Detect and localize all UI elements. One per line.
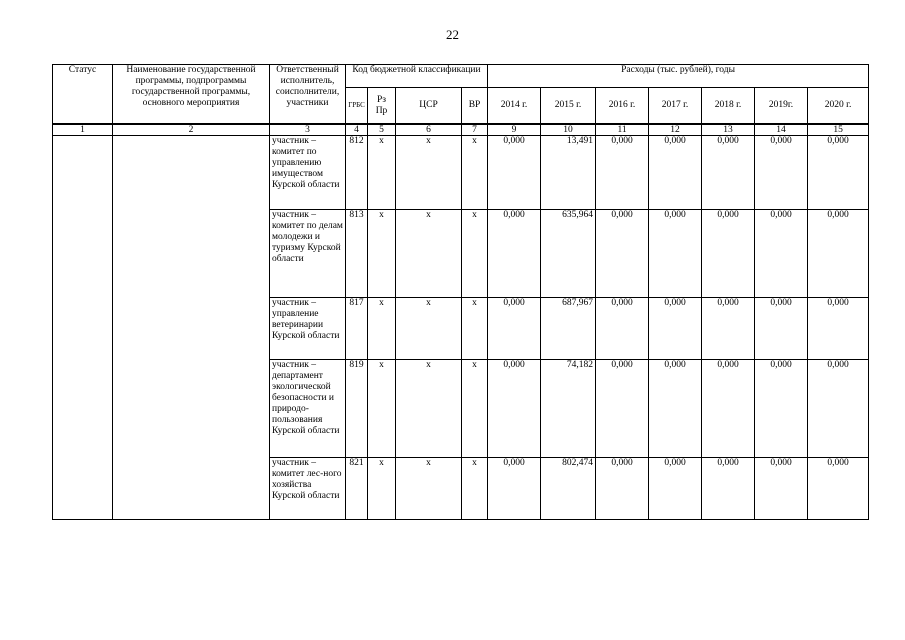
value-cell: 0,000 [755, 136, 808, 210]
rzpr-cell: х [368, 136, 396, 210]
value-cell: 0,000 [596, 458, 649, 520]
value-cell: 0,000 [755, 360, 808, 458]
executor-cell: участник – комитет по управлению имуществом Курской области [270, 136, 346, 210]
value-cell: 635,964 [541, 210, 596, 298]
header-rzpr: Рз Пр [368, 88, 396, 125]
header-year: 2019г. [755, 88, 808, 125]
column-number: 11 [596, 124, 649, 136]
value-cell: 0,000 [702, 136, 755, 210]
value-cell: 0,000 [702, 298, 755, 360]
value-cell: 0,000 [808, 360, 869, 458]
executor-cell: участник – департамент экологической безопасности и природо-пользования Курской области [270, 360, 346, 458]
value-cell: 0,000 [649, 458, 702, 520]
value-cell: 0,000 [488, 136, 541, 210]
csr-cell: х [396, 458, 462, 520]
column-number: 12 [649, 124, 702, 136]
header-year: 2014 г. [488, 88, 541, 125]
value-cell: 0,000 [488, 210, 541, 298]
value-cell: 0,000 [808, 458, 869, 520]
value-cell: 0,000 [755, 210, 808, 298]
rzpr-cell: х [368, 360, 396, 458]
value-cell: 0,000 [702, 360, 755, 458]
value-cell: 0,000 [488, 458, 541, 520]
column-number: 15 [808, 124, 869, 136]
header-year: 2017 г. [649, 88, 702, 125]
page-number: 22 [446, 27, 459, 42]
vr-cell: х [462, 210, 488, 298]
value-cell: 0,000 [488, 298, 541, 360]
header-csr: ЦСР [396, 88, 462, 125]
rzpr-cell: х [368, 210, 396, 298]
executor-cell: участник – комитет лес-ного хозяйства Курской области [270, 458, 346, 520]
column-number: 14 [755, 124, 808, 136]
grbs-cell: 813 [346, 210, 368, 298]
rzpr-cell: х [368, 298, 396, 360]
vr-cell: х [462, 136, 488, 210]
value-cell: 74,182 [541, 360, 596, 458]
header-executor: Ответственный исполнитель, соисполнители, участники [270, 65, 346, 125]
table-row [53, 136, 869, 210]
vr-cell: х [462, 298, 488, 360]
column-number: 4 [346, 124, 368, 136]
column-number-row [53, 124, 869, 136]
budget-table [52, 64, 869, 520]
executor-cell: участник – комитет по делам молодежи и туризму Курской области [270, 210, 346, 298]
value-cell: 0,000 [808, 298, 869, 360]
csr-cell: х [396, 360, 462, 458]
header-expenses: Расходы (тыс. рублей), годы [488, 65, 869, 88]
vr-cell: х [462, 458, 488, 520]
table-body [53, 124, 869, 520]
column-number: 9 [488, 124, 541, 136]
header-budget-code: Код бюджетной классификации [346, 65, 488, 88]
grbs-cell: 817 [346, 298, 368, 360]
column-number: 3 [270, 124, 346, 136]
header-name: Наименование государственной программы, подпрограммы государственной программы, основного мероприятия [113, 65, 270, 125]
status-cell [53, 136, 113, 520]
value-cell: 0,000 [649, 210, 702, 298]
value-cell: 0,000 [488, 360, 541, 458]
grbs-cell: 819 [346, 360, 368, 458]
value-cell: 802,474 [541, 458, 596, 520]
column-number: 5 [368, 124, 396, 136]
table-header [53, 65, 869, 125]
value-cell: 0,000 [596, 136, 649, 210]
value-cell: 0,000 [702, 458, 755, 520]
grbs-cell: 812 [346, 136, 368, 210]
csr-cell: х [396, 298, 462, 360]
csr-cell: х [396, 136, 462, 210]
rzpr-cell: х [368, 458, 396, 520]
header-year: 2020 г. [808, 88, 869, 125]
vr-cell: х [462, 360, 488, 458]
program-name-cell [113, 136, 270, 520]
value-cell: 0,000 [596, 210, 649, 298]
header-year: 2015 г. [541, 88, 596, 125]
column-number: 7 [462, 124, 488, 136]
value-cell: 0,000 [808, 136, 869, 210]
header-grbs: ГРБС [346, 88, 368, 125]
value-cell: 0,000 [649, 360, 702, 458]
value-cell: 0,000 [596, 298, 649, 360]
csr-cell: х [396, 210, 462, 298]
value-cell: 0,000 [596, 360, 649, 458]
value-cell: 687,967 [541, 298, 596, 360]
header-vr: ВР [462, 88, 488, 125]
value-cell: 13,491 [541, 136, 596, 210]
value-cell: 0,000 [649, 136, 702, 210]
header-year: 2016 г. [596, 88, 649, 125]
header-year: 2018 г. [702, 88, 755, 125]
header-status: Статус [53, 65, 113, 125]
value-cell: 0,000 [649, 298, 702, 360]
grbs-cell: 821 [346, 458, 368, 520]
value-cell: 0,000 [755, 458, 808, 520]
column-number: 2 [113, 124, 270, 136]
column-number: 10 [541, 124, 596, 136]
column-number: 13 [702, 124, 755, 136]
column-number: 6 [396, 124, 462, 136]
value-cell: 0,000 [702, 210, 755, 298]
column-number: 1 [53, 124, 113, 136]
executor-cell: участник – управление ветеринарии Курской области [270, 298, 346, 360]
value-cell: 0,000 [755, 298, 808, 360]
value-cell: 0,000 [808, 210, 869, 298]
